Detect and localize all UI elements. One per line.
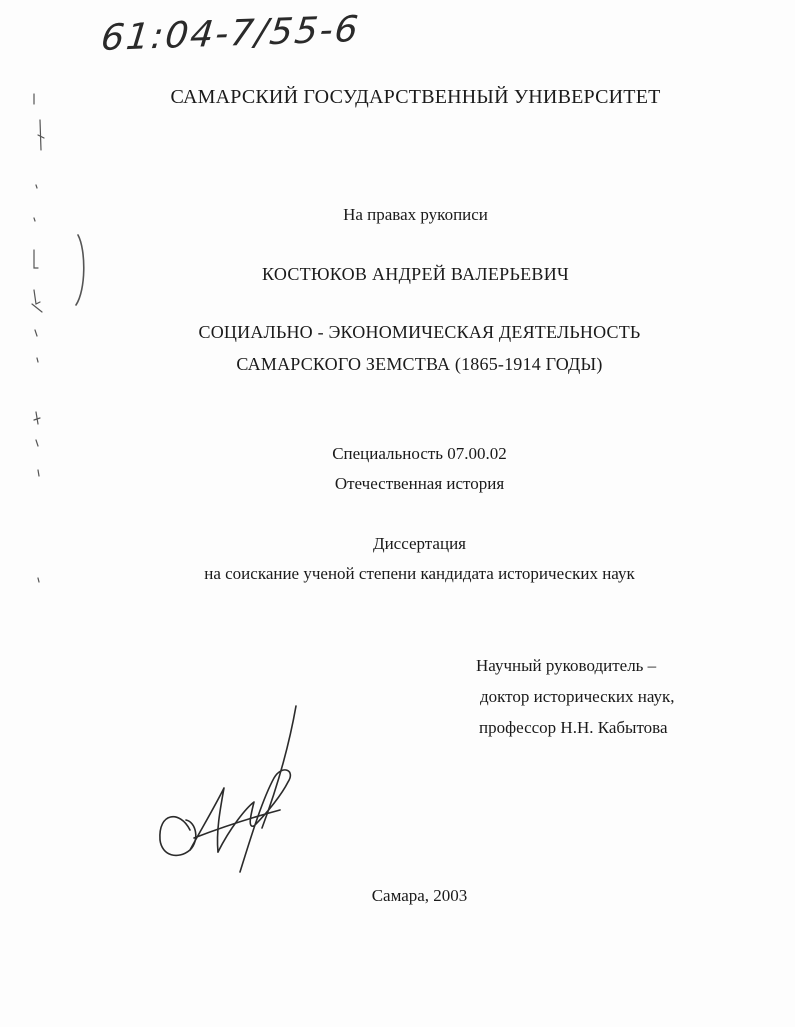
university-name: САМАРСКИЙ ГОСУДАРСТВЕННЫЙ УНИВЕРСИТЕТ: [170, 86, 661, 108]
handwritten-archive-code: [95, 9, 405, 74]
specialty-name: Отечественная история: [334, 474, 505, 493]
supervisor-name: профессор Н.Н. Кабытова: [479, 718, 668, 737]
supervisor-degree: доктор исторических наук,: [480, 687, 675, 706]
supervisor-role: Научный руководитель –: [476, 656, 657, 675]
manuscript-note: На правах рукописи: [343, 205, 488, 224]
author-name: КОСТЮКОВ АНДРЕЙ ВАЛЕРЬЕВИЧ: [261, 264, 570, 284]
dissertation-title-line-2: САМАРСКОГО ЗЕМСТВА (1865-1914 ГОДЫ): [236, 354, 603, 374]
specialty-code: Специальность 07.00.02: [332, 444, 507, 463]
supervisor-block: [476, 650, 675, 743]
degree-description: на соискание ученой степени кандидата исторических наук: [204, 564, 635, 583]
place-and-year: Самара, 2003: [371, 886, 468, 905]
archive-code-text: 61:04-7/55-6: [99, 9, 362, 59]
signature-icon: [150, 700, 310, 880]
dissertation-label: Диссертация: [372, 534, 466, 553]
dissertation-title-line-1: СОЦИАЛЬНО - ЭКОНОМИЧЕСКАЯ ДЕЯТЕЛЬНОСТЬ: [198, 322, 641, 342]
margin-scan-marks: [20, 90, 100, 610]
